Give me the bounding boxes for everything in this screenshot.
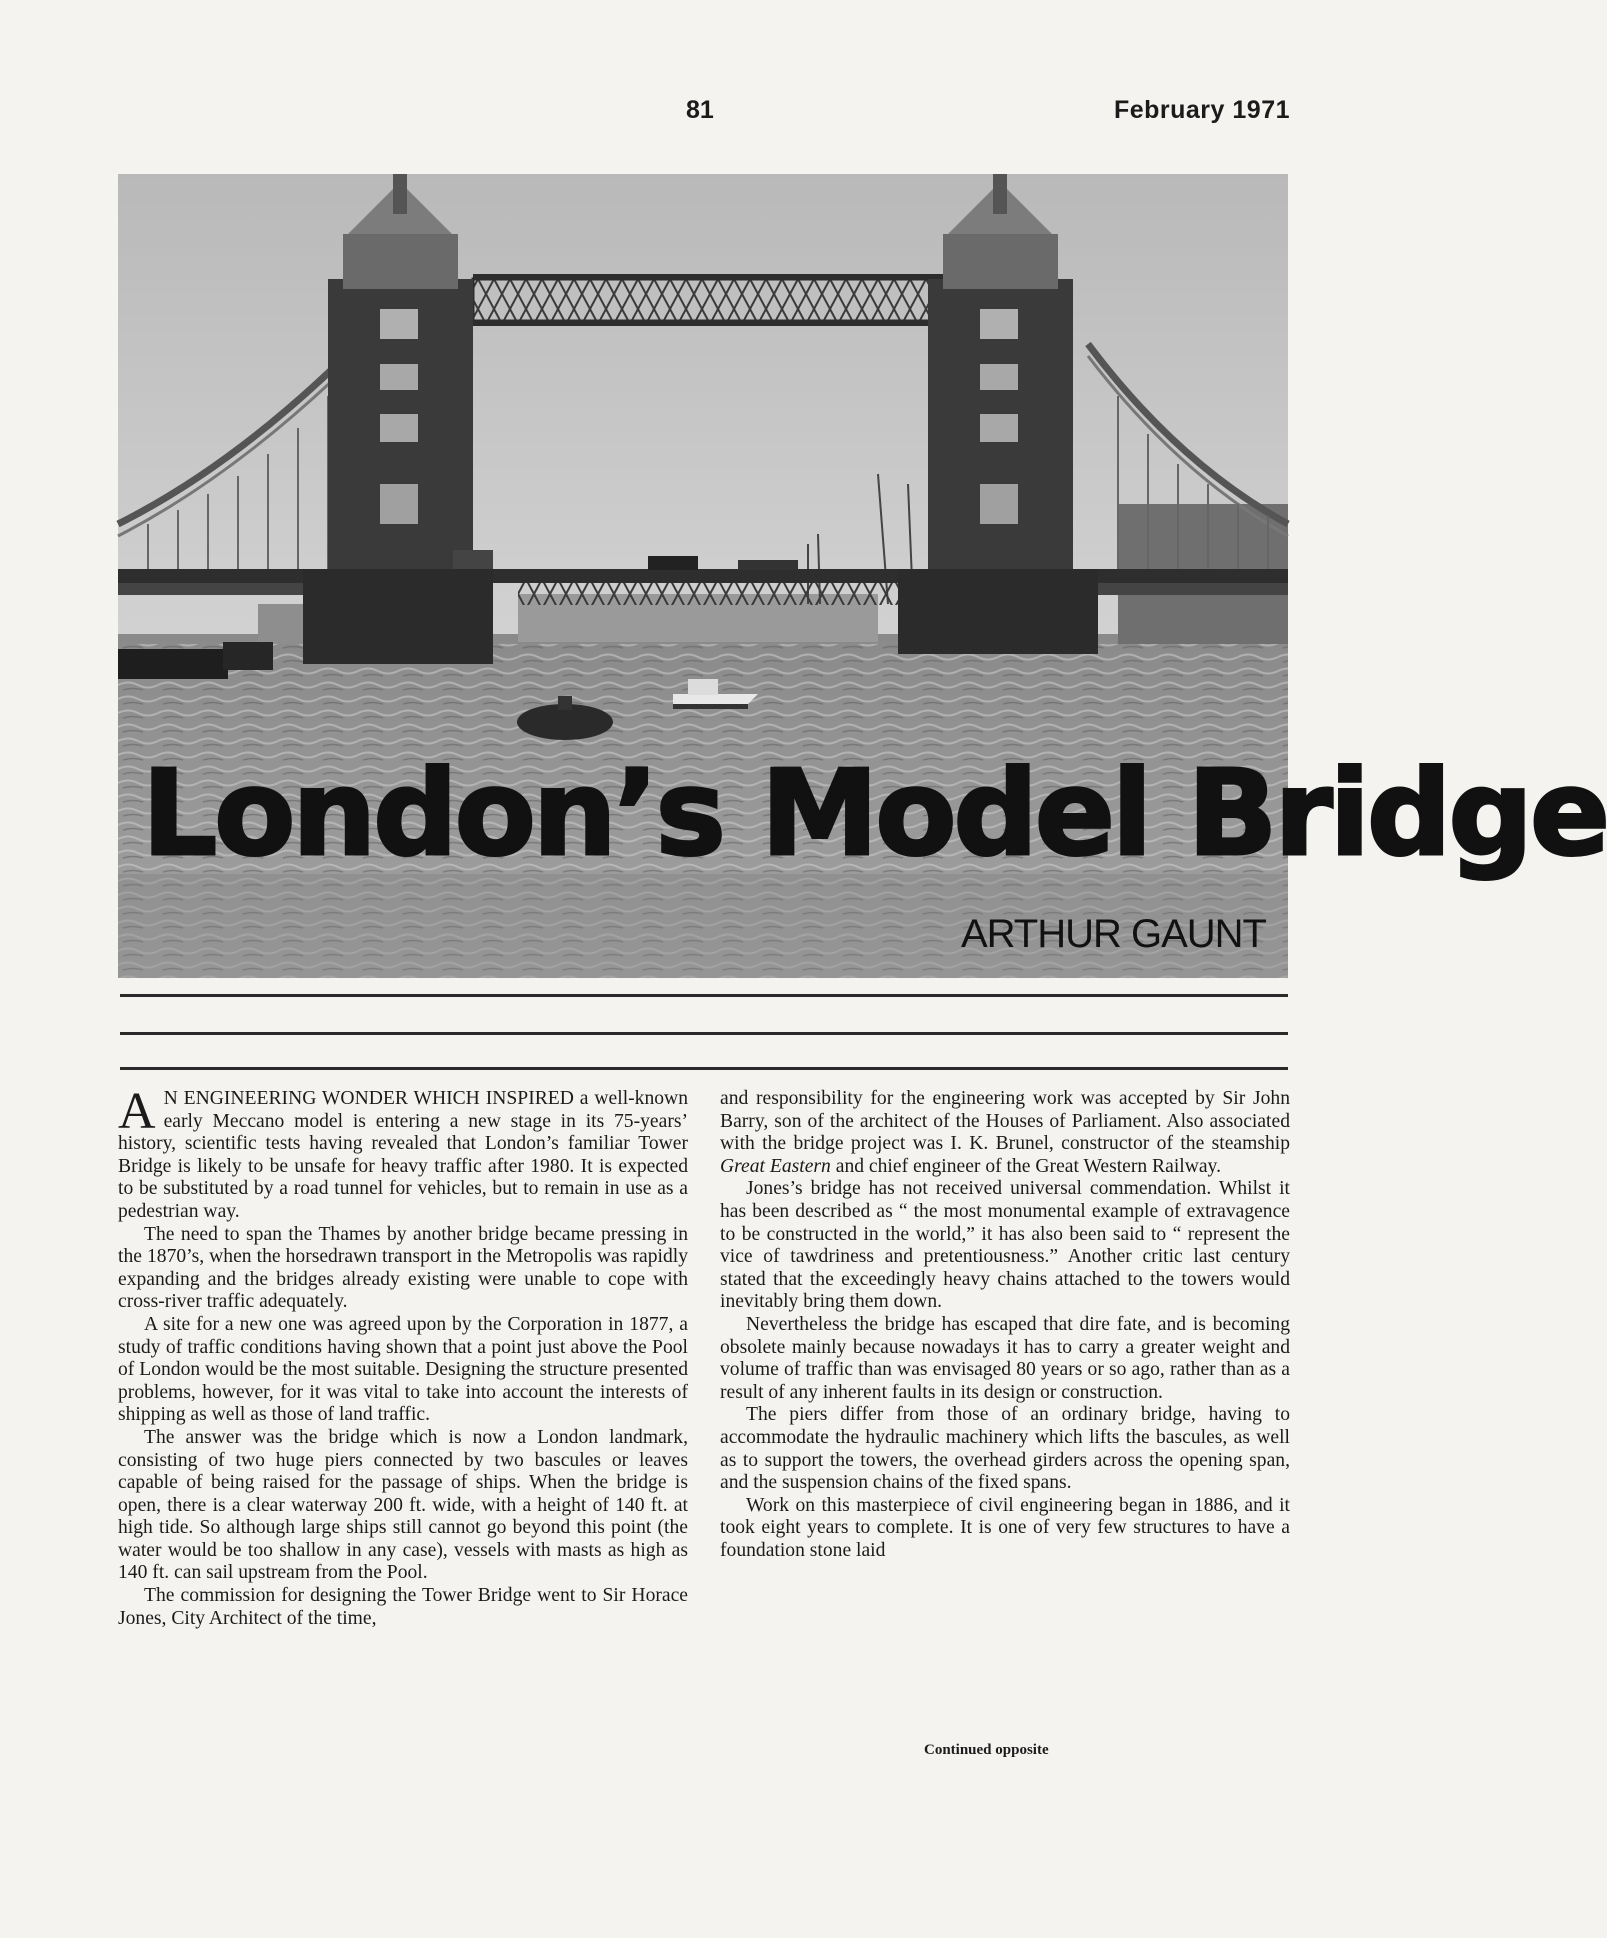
- tower-bridge-photo: [118, 174, 1607, 978]
- article-paragraph: The piers differ from those of an ordinary bridge, having to accommodate the hydraulic machinery which lifts the bascules, as well as to support the towers, the overhead girders across the opening span, and the suspension chains of the fixed spans.: [720, 1404, 1290, 1494]
- article-paragraph: The need to span the Thames by another bridge became pressing in the 1870’s, when the horsedrawn transport in the Metropolis was rapidly expanding and the bridges already existing were unable to cope with cross-river traffic adequately.: [118, 1223, 688, 1313]
- page-number: 81: [686, 96, 714, 124]
- article-paragraph: Nevertheless the bridge has escaped that dire fate, and is becoming obsolete mainly because nowadays it has to carry a greater weight and volume of traffic than was envisaged 80 years or so ago, rather than as a result of any inherent faults in its design or construction.: [720, 1313, 1290, 1403]
- article-paragraph: The answer was the bridge which is now a London landmark, consisting of two huge piers connected by two bascules or leaves capable of being raised for the passage of ships. When the bridge is open, there is a clear waterway 200 ft. wide, with a height of 140 ft. at high tide. So although large ships still cannot go beyond this point (the water would be too shallow in any case), vessels with masts as high as 140 ft. can sail upstream from the Pool.: [118, 1426, 688, 1584]
- article-paragraph: The commission for designing the Tower Bridge went to Sir Horace Jones, City Architect of the time,: [118, 1585, 688, 1629]
- article-paragraph: A N ENGINEERING WONDER WHICH INSPIRED a well-known early Meccano model is entering a new stage in its 75-years’ history, scientific tests having revealed that London’s familiar Tower Bridge is likely to be unsafe for heavy traffic after 1980. It is expected to be substituted by a road tunnel for vehicles, but to remain in use as a pedestrian way.: [118, 1083, 688, 1222]
- article-column-left: [118, 1083, 688, 1630]
- continued-note: Continued opposite: [924, 1742, 1049, 1758]
- article-author: ARTHUR GAUNT: [960, 912, 1266, 956]
- article-column-right: [720, 1088, 1290, 1562]
- article-paragraph: and responsibility for the engineering work was accepted by Sir John Barry, son of the architect of the Houses of Parliament. Also associated with the bridge project was I. K. Brunel, constructor of the steamship Great Eastern and chief engineer of the Great Western Railway.: [720, 1088, 1290, 1177]
- article-paragraph: Jones’s bridge has not received universal commendation. Whilst it has been described as “ the most monumental example of extravagence to be constructed in the world,” it has also been said to “ represent the vice of tawdriness and pretentiousness.” Another critic last century stated that the exceedingly heavy chains attached to the towers would inevitably bring them down.: [720, 1178, 1290, 1313]
- drop-cap: A: [118, 1083, 156, 1140]
- divider-rule: [120, 1067, 1288, 1070]
- page-date: February 1971: [1113, 96, 1290, 124]
- article-title: London’s Model Bridge: [142, 744, 1607, 882]
- article-paragraph: Work on this masterpiece of civil engineering began in 1886, and it took eight years to complete. It is one of very few structures to have a foundation stone laid: [720, 1494, 1290, 1561]
- article-paragraph: A site for a new one was agreed upon by the Corporation in 1877, a study of traffic conditions having shown that a point just above the Pool of London would be the most suitable. Designing the structure presented problems, however, for it was vital to take into account the interests of shipping as well as those of land traffic.: [118, 1313, 688, 1426]
- ship-name: Great Eastern: [720, 1155, 831, 1177]
- divider-rule: [120, 1032, 1288, 1035]
- divider-rule: [120, 994, 1288, 997]
